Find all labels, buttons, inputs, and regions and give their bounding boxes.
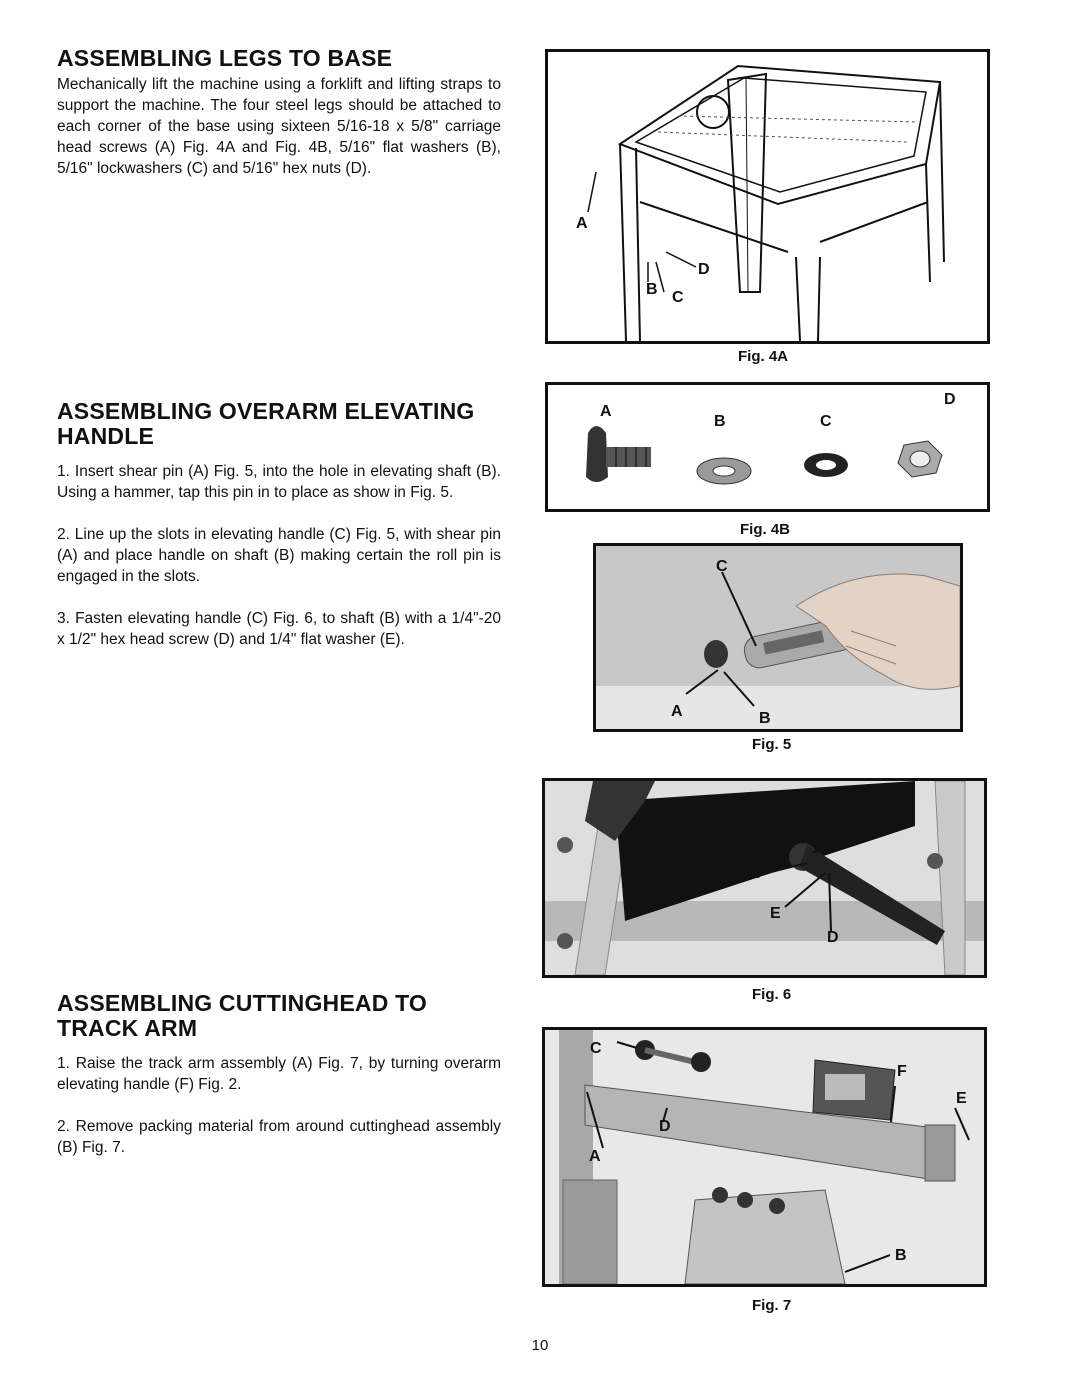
fig7-label-c: C <box>590 1040 602 1057</box>
fig4a-label-b: B <box>646 281 658 298</box>
fig7-label-e: E <box>956 1090 967 1107</box>
fig7-label-a: A <box>589 1148 601 1165</box>
figure-7 <box>542 1027 987 1287</box>
section-legs <box>57 46 501 179</box>
figure-4a <box>545 49 990 344</box>
fig4b-label-c: C <box>820 413 832 430</box>
handle-fastening-photo <box>545 781 984 975</box>
figure-4b <box>545 382 990 512</box>
fig6-label-e: E <box>770 905 781 922</box>
handle-install-photo <box>596 546 960 729</box>
fig4b-label-a: A <box>600 403 612 420</box>
handle-step-1: 1. Insert shear pin (A) Fig. 5, into the hole in elevating shaft (B). Using a hammer, tap this pin in to place as show in Fig. 5. <box>57 463 501 501</box>
fig5-label-c: C <box>716 558 728 575</box>
fig7-label-b: B <box>895 1247 907 1264</box>
fig4b-label-d: D <box>944 391 956 408</box>
track-arm-photo <box>545 1030 984 1284</box>
heading-legs-to-base: ASSEMBLING LEGS TO BASE <box>57 45 393 71</box>
fig4b-label-b: B <box>714 413 726 430</box>
fig7-label-f: F <box>897 1063 907 1080</box>
figure-6 <box>542 778 987 978</box>
fig4a-caption: Fig. 4A <box>738 348 789 365</box>
handle-step-2: 2. Line up the slots in elevating handle (C) Fig. 5, with shear pin (A) and place handle on shaft (B) making certain the roll pin is engaged in the slots. <box>57 526 501 585</box>
heading-elevating-handle: ASSEMBLING OVERARM ELEVATING HANDLE <box>57 398 475 449</box>
fig4a-label-c: C <box>672 289 684 306</box>
stand-frame-drawing <box>548 52 987 341</box>
fig4a-label-a: A <box>576 215 588 232</box>
legs-body: Mechanically lift the machine using a forklift and lifting straps to support the machine. The four steel legs should be attached to each corner of the base using sixteen 5/16-18 x 5/8" carriage head screws (A) Fig. 4A and Fig. 4B, 5/16" flat washers (B), 5/16" lockwashers (C) and 5/16" hex nuts (D). <box>57 76 501 177</box>
hardware-drawing <box>548 385 987 509</box>
cuttinghead-step-1: 1. Raise the track arm assembly (A) Fig. 7, by turning overarm elevating handle (F) Fig. 2. <box>57 1055 501 1093</box>
fig7-caption: Fig. 7 <box>752 1297 792 1314</box>
fig6-label-b: B <box>750 865 762 882</box>
handle-step-3: 3. Fasten elevating handle (C) Fig. 6, to shaft (B) with a 1/4"-20 x 1/2" hex head screw (D) and 1/4" flat washer (E). <box>57 610 501 648</box>
fig5-caption: Fig. 5 <box>752 736 792 753</box>
fig6-caption: Fig. 6 <box>752 986 792 1003</box>
fig4b-caption: Fig. 4B <box>740 521 791 538</box>
fig7-label-d: D <box>659 1118 671 1135</box>
fig6-label-c: C <box>861 825 873 842</box>
section-elevating-handle <box>57 399 501 650</box>
section-cuttinghead <box>57 991 501 1158</box>
fig4a-label-d: D <box>698 261 710 278</box>
fig6-label-d: D <box>827 929 839 946</box>
heading-cuttinghead: ASSEMBLING CUTTINGHEAD TO TRACK ARM <box>57 990 428 1041</box>
cuttinghead-step-2: 2. Remove packing material from around cuttinghead assembly (B) Fig. 7. <box>57 1118 501 1156</box>
fig5-label-b: B <box>759 710 771 727</box>
page-number: 10 <box>531 1337 549 1354</box>
figure-5 <box>593 543 963 732</box>
fig5-label-a: A <box>671 703 683 720</box>
